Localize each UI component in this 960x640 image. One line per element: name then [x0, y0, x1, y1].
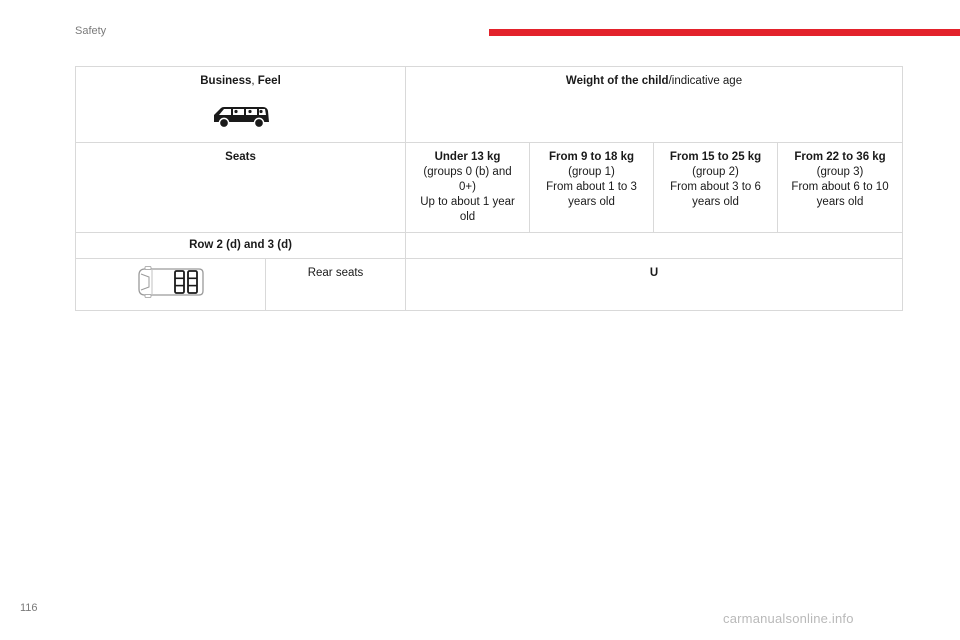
seat-value: U — [649, 267, 659, 279]
group-cell — [406, 143, 530, 233]
seat-icon-cell — [76, 259, 266, 311]
group-weight: From 22 to 36 kg — [794, 151, 886, 163]
version-name-business: Business — [200, 75, 252, 87]
page-number: 116 — [20, 602, 38, 614]
seat-position-cell — [266, 259, 406, 311]
group-row — [76, 143, 903, 233]
group-number: (group 1) — [568, 166, 615, 178]
seat-row — [76, 259, 903, 311]
weight-header-rest: /indicative age — [668, 75, 743, 87]
table-header-row — [76, 67, 903, 143]
version-separator: , — [251, 75, 258, 87]
group-number: (group 2) — [692, 166, 739, 178]
child-seat-table — [75, 66, 903, 311]
group-age: From about 6 to 10 years old — [791, 181, 889, 208]
group-age: Up to about 1 year old — [420, 196, 515, 223]
group-age: From about 1 to 3 years old — [546, 181, 637, 208]
group-number: (groups 0 (b) and 0+) — [423, 166, 512, 193]
group-weight: From 15 to 25 kg — [669, 151, 762, 163]
group-weight: From 9 to 18 kg — [549, 151, 635, 163]
rear-seats-plan-icon — [137, 265, 205, 299]
version-name-feel: Feel — [257, 75, 281, 87]
row-label-row — [76, 233, 903, 259]
watermark: carmanualsonline.info — [723, 611, 854, 626]
group-cell — [778, 143, 903, 233]
group-cell — [654, 143, 778, 233]
section-accent-bar — [489, 29, 960, 36]
seats-label-cell — [76, 143, 406, 233]
group-cell — [530, 143, 654, 233]
people-carrier-icon — [211, 103, 271, 129]
vehicle-version-cell — [76, 67, 406, 143]
group-age: From about 3 to 6 years old — [670, 181, 761, 208]
row-label: Row 2 (d) and 3 (d) — [189, 239, 292, 251]
seats-label: Seats — [225, 151, 256, 163]
section-title: Safety — [75, 25, 107, 37]
weight-age-header — [406, 67, 903, 143]
row-label-cell — [76, 233, 406, 259]
group-weight: Under 13 kg — [434, 151, 501, 163]
weight-header-bold: Weight of the child — [565, 75, 669, 87]
seat-position: Rear seats — [307, 267, 364, 279]
row-empty-cell — [406, 233, 903, 259]
seat-value-cell — [406, 259, 903, 311]
group-number: (group 3) — [816, 166, 864, 178]
